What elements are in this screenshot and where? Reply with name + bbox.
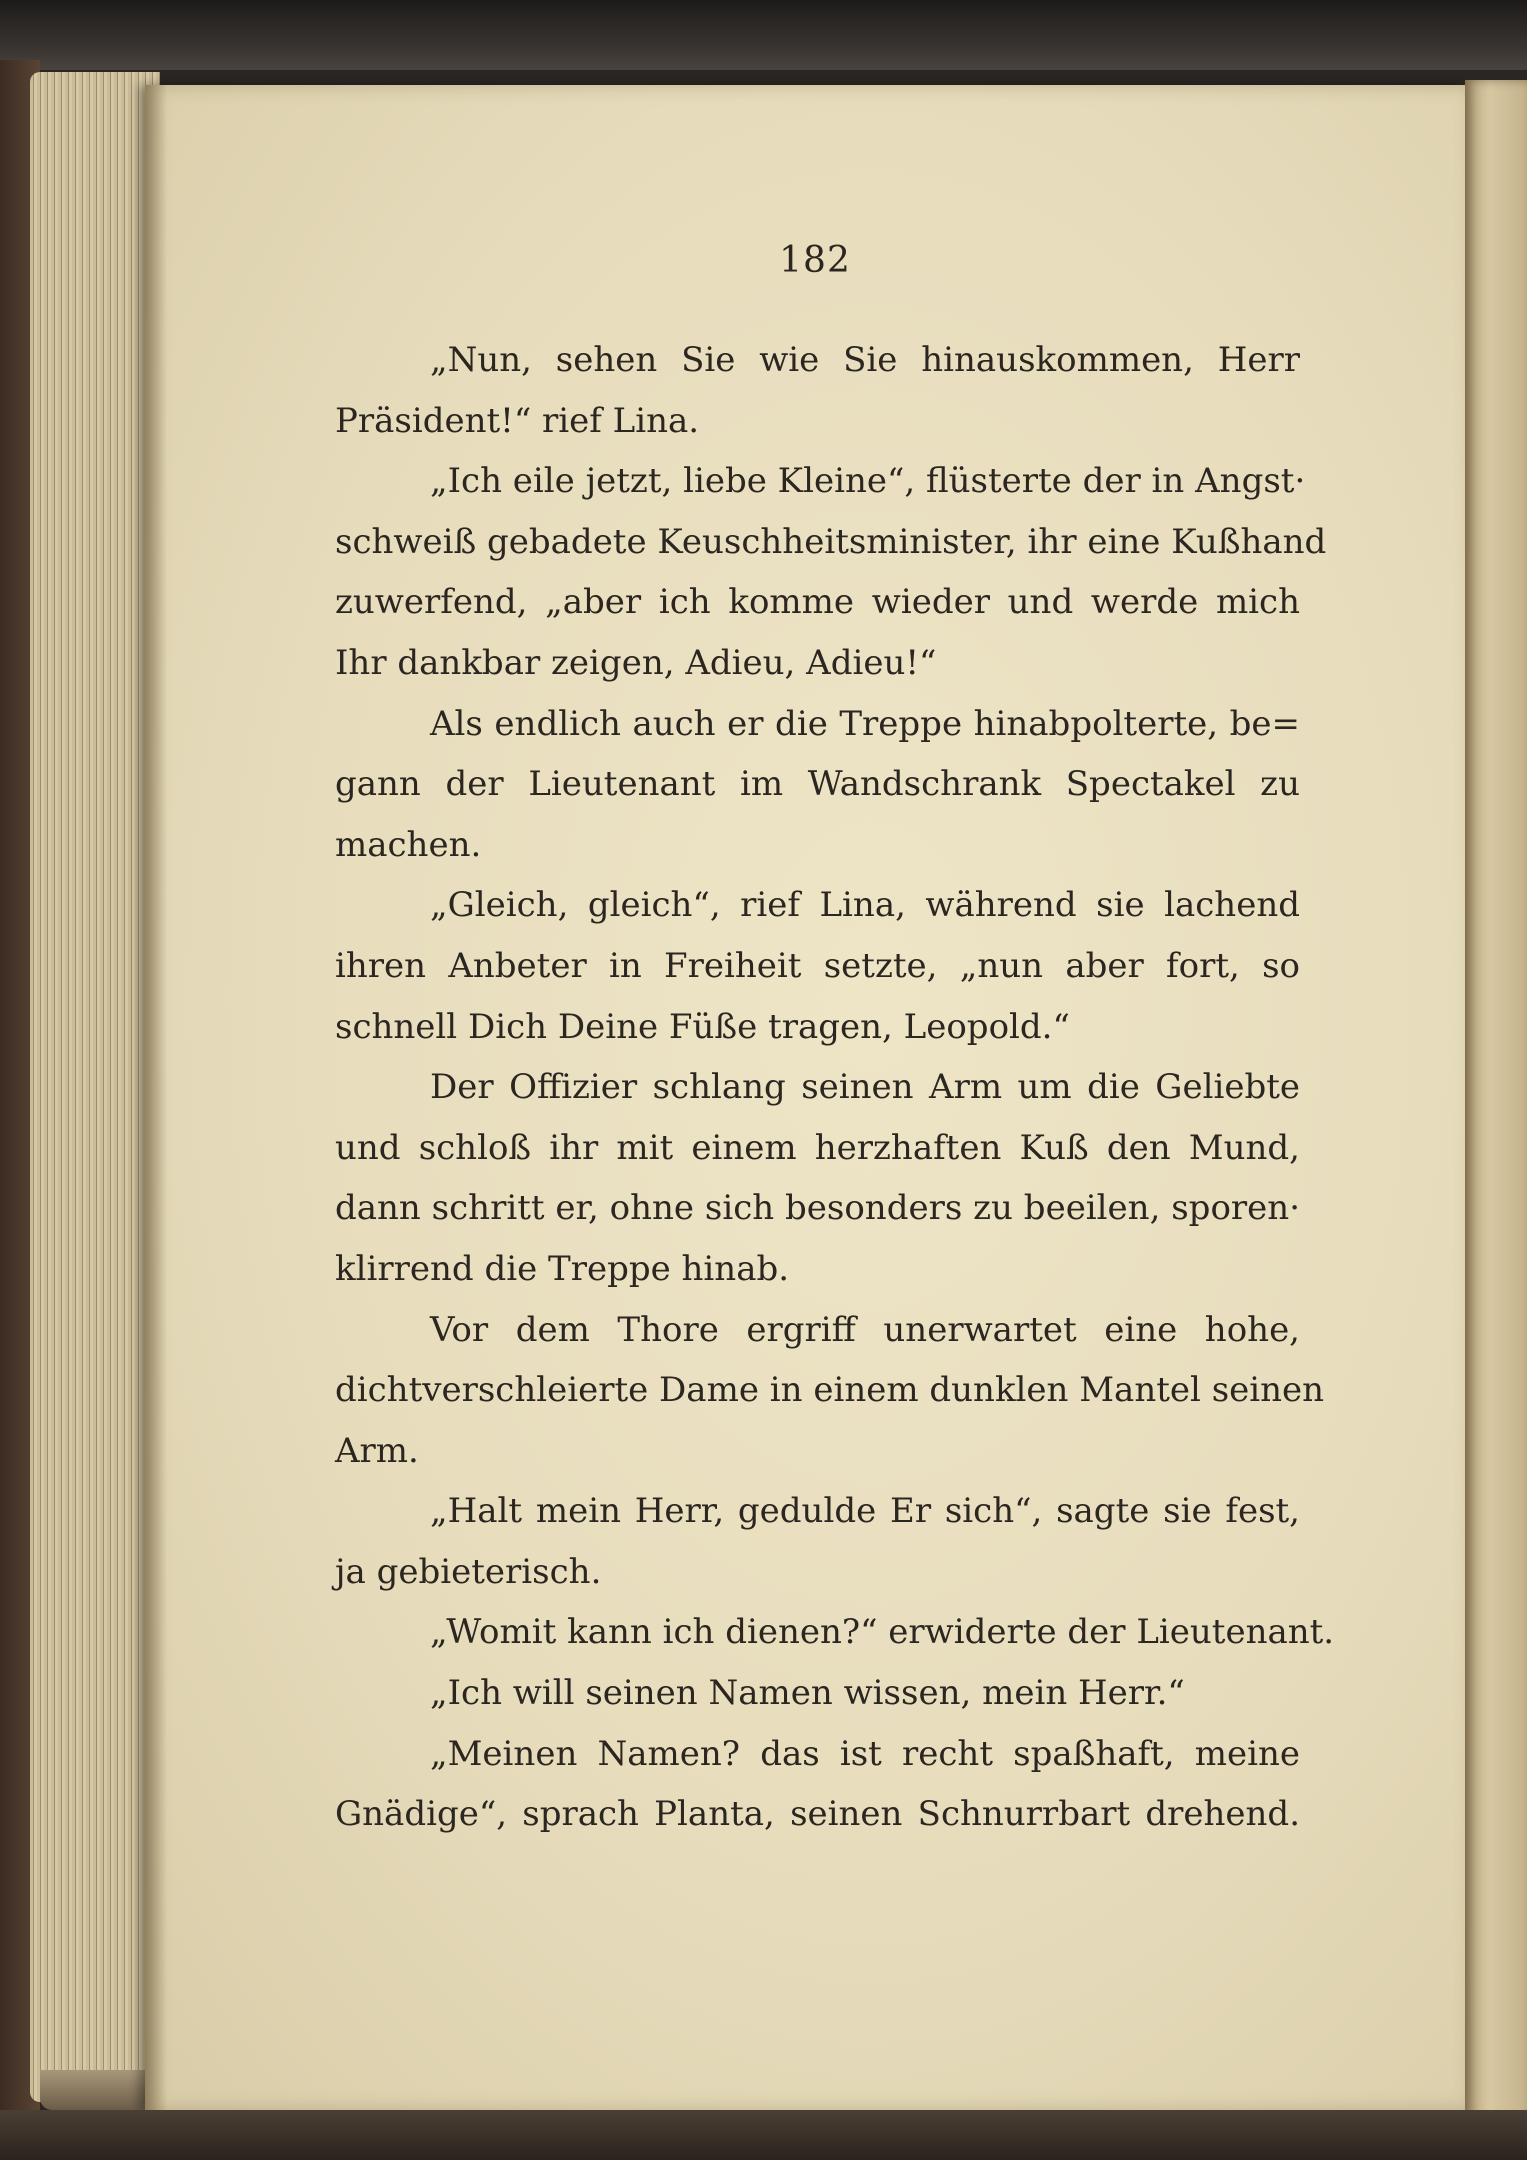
- text-line: Arm.: [335, 1430, 419, 1471]
- text-line: „Halt mein Herr, gedulde Er sich“, sagte sie fest,: [430, 1491, 1300, 1532]
- text-line: schweiß gebadete Keuschheitsminister, ihr eine Kußhand: [335, 521, 1327, 562]
- text-line: „Ich eile jetzt, liebe Kleine“, flüsterte der in Angst·: [430, 461, 1306, 502]
- text-line: Gnädige“, sprach Planta, seinen Schnurrbart drehend.: [335, 1794, 1300, 1835]
- text-line: klirrend die Treppe hinab.: [335, 1248, 790, 1289]
- text-line: schnell Dich Deine Füße tragen, Leopold.“: [335, 1006, 1070, 1047]
- text-line: machen.: [335, 824, 482, 865]
- text-line: „Ich will seinen Namen wissen, mein Herr.“: [430, 1673, 1185, 1714]
- page-text: [335, 330, 1335, 1845]
- text-line: Der Offizier schlang seinen Arm um die Geliebte: [430, 1067, 1300, 1108]
- text-line: Vor dem Thore ergriff unerwartet eine hohe,: [430, 1309, 1300, 1350]
- text-line: und schloß ihr mit einem herzhaften Kuß den Mund,: [335, 1127, 1300, 1168]
- page-stack-edges: [30, 72, 160, 2102]
- book-top-shadow: [0, 0, 1527, 70]
- text-line: ihren Anbeter in Freiheit setzte, „nun aber fort, so: [335, 945, 1300, 986]
- text-line: „Meinen Namen? das ist recht spaßhaft, meine: [430, 1733, 1300, 1774]
- page-stack-bottom: [40, 2070, 160, 2110]
- text-line: „Womit kann ich dienen?“ erwiderte der Lieutenant.: [430, 1612, 1335, 1653]
- page-gutter-shadow: [145, 85, 167, 2110]
- text-line: Ihr dankbar zeigen, Adieu, Adieu!“: [335, 642, 937, 683]
- text-line: „Nun, sehen Sie wie Sie hinauskommen, Herr: [430, 340, 1300, 380]
- text-line: zuwerfend, „aber ich komme wieder und werde mich: [335, 582, 1300, 623]
- text-line: dichtverschleierte Dame in einem dunklen Mantel seinen: [335, 1370, 1325, 1411]
- text-line: ja gebieterisch.: [335, 1551, 602, 1592]
- facing-page-edge: [1465, 80, 1527, 2120]
- text-line: Präsident!“ rief Lina.: [335, 400, 700, 441]
- text-line: dann schritt er, ohne sich besonders zu beeilen, sporen·: [335, 1188, 1300, 1229]
- book-bottom-shadow: [0, 2110, 1527, 2160]
- page-number: 182: [779, 240, 851, 281]
- text-line: „Gleich, gleich“, rief Lina, während sie lachend: [430, 885, 1300, 926]
- text-line: gann der Lieutenant im Wandschrank Spectakel zu: [335, 764, 1300, 805]
- text-line: Als endlich auch er die Treppe hinabpolterte, be=: [430, 703, 1300, 744]
